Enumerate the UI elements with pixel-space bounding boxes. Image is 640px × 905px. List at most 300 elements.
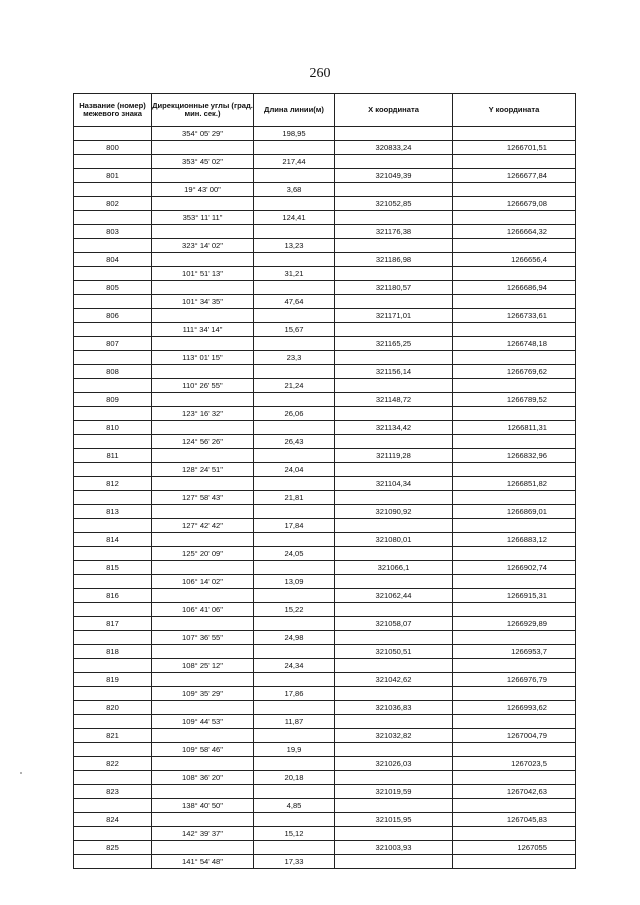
segment-row xyxy=(74,687,576,701)
x-coordinate-cell: 321171,01 xyxy=(335,309,453,323)
y-coordinate-cell: 1267004,79 xyxy=(453,729,576,743)
marker-row xyxy=(74,757,576,771)
marker-name-cell: 823 xyxy=(74,785,152,799)
marker-row xyxy=(74,337,576,351)
direction-angle-cell: 323° 14' 02" xyxy=(152,239,254,253)
marker-name-cell xyxy=(74,323,152,337)
y-coordinate-cell: 1266976,79 xyxy=(453,673,576,687)
marker-name-cell: 822 xyxy=(74,757,152,771)
header-x-coordinate: X координата xyxy=(335,94,453,127)
x-coordinate-cell xyxy=(335,827,453,841)
marker-name-cell xyxy=(74,687,152,701)
y-coordinate-cell xyxy=(453,631,576,645)
direction-angle-cell xyxy=(152,365,254,379)
segment-row xyxy=(74,155,576,169)
segment-row xyxy=(74,603,576,617)
y-coordinate-cell xyxy=(453,491,576,505)
x-coordinate-cell xyxy=(335,183,453,197)
direction-angle-cell: 109° 58' 46" xyxy=(152,743,254,757)
y-coordinate-cell xyxy=(453,435,576,449)
line-length-cell xyxy=(254,337,335,351)
y-coordinate-cell: 1266789,52 xyxy=(453,393,576,407)
line-length-cell xyxy=(254,253,335,267)
y-coordinate-cell: 1266883,12 xyxy=(453,533,576,547)
marker-name-cell: 804 xyxy=(74,253,152,267)
direction-angle-cell xyxy=(152,785,254,799)
line-length-cell: 47,64 xyxy=(254,295,335,309)
line-length-cell: 15,22 xyxy=(254,603,335,617)
direction-angle-cell xyxy=(152,477,254,491)
x-coordinate-cell xyxy=(335,127,453,141)
x-coordinate-cell xyxy=(335,351,453,365)
segment-row xyxy=(74,295,576,309)
x-coordinate-cell: 321052,85 xyxy=(335,197,453,211)
y-coordinate-cell xyxy=(453,323,576,337)
y-coordinate-cell xyxy=(453,519,576,533)
x-coordinate-cell: 321148,72 xyxy=(335,393,453,407)
direction-angle-cell xyxy=(152,673,254,687)
x-coordinate-cell: 321080,01 xyxy=(335,533,453,547)
y-coordinate-cell: 1266902,74 xyxy=(453,561,576,575)
x-coordinate-cell xyxy=(335,491,453,505)
marker-row xyxy=(74,617,576,631)
page-number: 260 xyxy=(309,66,331,81)
direction-angle-cell xyxy=(152,813,254,827)
direction-angle-cell xyxy=(152,337,254,351)
marker-name-cell: 801 xyxy=(74,169,152,183)
marker-row xyxy=(74,589,576,603)
segment-row xyxy=(74,211,576,225)
y-coordinate-cell: 1266733,61 xyxy=(453,309,576,323)
marker-row xyxy=(74,141,576,155)
x-coordinate-cell: 321180,57 xyxy=(335,281,453,295)
x-coordinate-cell xyxy=(335,519,453,533)
marker-row xyxy=(74,841,576,855)
marker-name-cell xyxy=(74,771,152,785)
line-length-cell xyxy=(254,617,335,631)
direction-angle-cell: 101° 51' 13" xyxy=(152,267,254,281)
marker-name-cell: 802 xyxy=(74,197,152,211)
marker-name-cell: 820 xyxy=(74,701,152,715)
segment-row xyxy=(74,827,576,841)
marker-name-cell xyxy=(74,463,152,477)
x-coordinate-cell: 321186,98 xyxy=(335,253,453,267)
segment-row xyxy=(74,575,576,589)
y-coordinate-cell: 1266701,51 xyxy=(453,141,576,155)
y-coordinate-cell: 1266851,82 xyxy=(453,477,576,491)
y-coordinate-cell: 1266679,08 xyxy=(453,197,576,211)
line-length-cell: 24,34 xyxy=(254,659,335,673)
marker-name-cell: 809 xyxy=(74,393,152,407)
x-coordinate-cell: 321032,82 xyxy=(335,729,453,743)
y-coordinate-cell xyxy=(453,687,576,701)
line-length-cell: 15,12 xyxy=(254,827,335,841)
y-coordinate-cell xyxy=(453,603,576,617)
marker-name-cell xyxy=(74,855,152,869)
line-length-cell xyxy=(254,561,335,575)
direction-angle-cell xyxy=(152,421,254,435)
line-length-cell xyxy=(254,673,335,687)
marker-row xyxy=(74,813,576,827)
direction-angle-cell: 142° 39' 37" xyxy=(152,827,254,841)
x-coordinate-cell: 321036,83 xyxy=(335,701,453,715)
x-coordinate-cell xyxy=(335,463,453,477)
y-coordinate-cell xyxy=(453,715,576,729)
line-length-cell xyxy=(254,281,335,295)
marker-name-cell: 815 xyxy=(74,561,152,575)
direction-angle-cell: 110° 26' 55" xyxy=(152,379,254,393)
line-length-cell: 19,9 xyxy=(254,743,335,757)
x-coordinate-cell: 321066,1 xyxy=(335,561,453,575)
x-coordinate-cell: 321058,07 xyxy=(335,617,453,631)
marker-name-cell: 803 xyxy=(74,225,152,239)
marker-row xyxy=(74,421,576,435)
segment-row xyxy=(74,463,576,477)
marker-name-cell: 807 xyxy=(74,337,152,351)
segment-row xyxy=(74,239,576,253)
x-coordinate-cell xyxy=(335,379,453,393)
marker-name-cell xyxy=(74,491,152,505)
y-coordinate-cell xyxy=(453,771,576,785)
line-length-cell xyxy=(254,449,335,463)
marker-row xyxy=(74,449,576,463)
marker-name-cell: 812 xyxy=(74,477,152,491)
y-coordinate-cell xyxy=(453,547,576,561)
x-coordinate-cell xyxy=(335,547,453,561)
segment-row xyxy=(74,771,576,785)
header-marker-name: Название (номер) межевого знака xyxy=(74,94,152,127)
y-coordinate-cell xyxy=(453,155,576,169)
y-coordinate-cell: 1266769,62 xyxy=(453,365,576,379)
segment-row xyxy=(74,715,576,729)
marker-name-cell xyxy=(74,127,152,141)
segment-row xyxy=(74,631,576,645)
marker-name-cell xyxy=(74,631,152,645)
marker-row xyxy=(74,673,576,687)
line-length-cell: 3,68 xyxy=(254,183,335,197)
line-length-cell: 26,43 xyxy=(254,435,335,449)
direction-angle-cell xyxy=(152,729,254,743)
x-coordinate-cell xyxy=(335,239,453,253)
line-length-cell: 17,86 xyxy=(254,687,335,701)
x-coordinate-cell: 321176,38 xyxy=(335,225,453,239)
x-coordinate-cell: 321156,14 xyxy=(335,365,453,379)
y-coordinate-cell xyxy=(453,183,576,197)
x-coordinate-cell xyxy=(335,631,453,645)
x-coordinate-cell xyxy=(335,155,453,169)
x-coordinate-cell xyxy=(335,659,453,673)
direction-angle-cell xyxy=(152,505,254,519)
marker-name-cell: 819 xyxy=(74,673,152,687)
y-coordinate-cell xyxy=(453,659,576,673)
direction-angle-cell: 141° 54' 48" xyxy=(152,855,254,869)
line-length-cell xyxy=(254,785,335,799)
direction-angle-cell: 124° 56' 26" xyxy=(152,435,254,449)
line-length-cell: 23,3 xyxy=(254,351,335,365)
direction-angle-cell xyxy=(152,393,254,407)
direction-angle-cell xyxy=(152,757,254,771)
segment-row xyxy=(74,267,576,281)
line-length-cell: 13,09 xyxy=(254,575,335,589)
scan-speck xyxy=(20,772,22,774)
line-length-cell xyxy=(254,813,335,827)
line-length-cell xyxy=(254,421,335,435)
segment-row xyxy=(74,407,576,421)
x-coordinate-cell xyxy=(335,743,453,757)
line-length-cell: 20,18 xyxy=(254,771,335,785)
y-coordinate-cell: 1267045,83 xyxy=(453,813,576,827)
marker-name-cell: 821 xyxy=(74,729,152,743)
marker-name-cell xyxy=(74,827,152,841)
x-coordinate-cell: 321049,39 xyxy=(335,169,453,183)
y-coordinate-cell: 1266664,32 xyxy=(453,225,576,239)
y-coordinate-cell: 1266677,84 xyxy=(453,169,576,183)
x-coordinate-cell: 321119,28 xyxy=(335,449,453,463)
x-coordinate-cell xyxy=(335,267,453,281)
header-line-length: Длина линии(м) xyxy=(254,94,335,127)
line-length-cell xyxy=(254,141,335,155)
line-length-cell: 198,95 xyxy=(254,127,335,141)
marker-name-cell: 800 xyxy=(74,141,152,155)
direction-angle-cell: 123° 16' 32" xyxy=(152,407,254,421)
line-length-cell xyxy=(254,841,335,855)
marker-name-cell xyxy=(74,407,152,421)
line-length-cell xyxy=(254,729,335,743)
marker-row xyxy=(74,281,576,295)
line-length-cell xyxy=(254,645,335,659)
marker-name-cell: 805 xyxy=(74,281,152,295)
line-length-cell: 17,33 xyxy=(254,855,335,869)
marker-row xyxy=(74,253,576,267)
marker-row xyxy=(74,785,576,799)
y-coordinate-cell xyxy=(453,211,576,225)
marker-name-cell: 814 xyxy=(74,533,152,547)
x-coordinate-cell xyxy=(335,855,453,869)
direction-angle-cell: 353° 11' 11" xyxy=(152,211,254,225)
x-coordinate-cell: 321019,59 xyxy=(335,785,453,799)
line-length-cell: 31,21 xyxy=(254,267,335,281)
y-coordinate-cell: 1267023,5 xyxy=(453,757,576,771)
marker-name-cell: 816 xyxy=(74,589,152,603)
marker-name-cell xyxy=(74,659,152,673)
line-length-cell: 15,67 xyxy=(254,323,335,337)
x-coordinate-cell xyxy=(335,323,453,337)
y-coordinate-cell: 1266811,31 xyxy=(453,421,576,435)
y-coordinate-cell xyxy=(453,463,576,477)
direction-angle-cell: 354° 05' 29" xyxy=(152,127,254,141)
direction-angle-cell: 109° 44' 53" xyxy=(152,715,254,729)
line-length-cell xyxy=(254,393,335,407)
y-coordinate-cell xyxy=(453,827,576,841)
y-coordinate-cell: 1266656,4 xyxy=(453,253,576,267)
marker-name-cell: 824 xyxy=(74,813,152,827)
segment-row xyxy=(74,435,576,449)
line-length-cell: 124,41 xyxy=(254,211,335,225)
direction-angle-cell: 107° 36' 55" xyxy=(152,631,254,645)
x-coordinate-cell xyxy=(335,771,453,785)
line-length-cell xyxy=(254,589,335,603)
line-length-cell xyxy=(254,309,335,323)
y-coordinate-cell: 1266915,31 xyxy=(453,589,576,603)
y-coordinate-cell: 1266832,96 xyxy=(453,449,576,463)
header-y-coordinate: Y координата xyxy=(453,94,576,127)
marker-row xyxy=(74,645,576,659)
direction-angle-cell: 138° 40' 50" xyxy=(152,799,254,813)
segment-row xyxy=(74,743,576,757)
boundary-coordinates-table xyxy=(73,93,576,869)
x-coordinate-cell: 321134,42 xyxy=(335,421,453,435)
direction-angle-cell xyxy=(152,561,254,575)
x-coordinate-cell xyxy=(335,715,453,729)
marker-name-cell xyxy=(74,575,152,589)
direction-angle-cell xyxy=(152,225,254,239)
direction-angle-cell xyxy=(152,645,254,659)
line-length-cell: 24,05 xyxy=(254,547,335,561)
x-coordinate-cell: 321062,44 xyxy=(335,589,453,603)
marker-name-cell xyxy=(74,519,152,533)
line-length-cell: 24,04 xyxy=(254,463,335,477)
y-coordinate-cell: 1266869,01 xyxy=(453,505,576,519)
direction-angle-cell: 106° 14' 02" xyxy=(152,575,254,589)
segment-row xyxy=(74,127,576,141)
marker-name-cell xyxy=(74,211,152,225)
segment-row xyxy=(74,379,576,393)
y-coordinate-cell xyxy=(453,127,576,141)
direction-angle-cell xyxy=(152,197,254,211)
direction-angle-cell: 109° 35' 29" xyxy=(152,687,254,701)
marker-row xyxy=(74,169,576,183)
direction-angle-cell: 108° 25' 12" xyxy=(152,659,254,673)
direction-angle-cell: 353° 45' 02" xyxy=(152,155,254,169)
line-length-cell xyxy=(254,505,335,519)
marker-row xyxy=(74,729,576,743)
marker-name-cell: 813 xyxy=(74,505,152,519)
direction-angle-cell: 125° 20' 09" xyxy=(152,547,254,561)
y-coordinate-cell xyxy=(453,239,576,253)
direction-angle-cell xyxy=(152,533,254,547)
y-coordinate-cell xyxy=(453,799,576,813)
x-coordinate-cell xyxy=(335,211,453,225)
line-length-cell xyxy=(254,477,335,491)
marker-name-cell: 825 xyxy=(74,841,152,855)
line-length-cell xyxy=(254,197,335,211)
y-coordinate-cell xyxy=(453,743,576,757)
x-coordinate-cell: 321003,93 xyxy=(335,841,453,855)
direction-angle-cell: 113° 01' 15" xyxy=(152,351,254,365)
direction-angle-cell xyxy=(152,169,254,183)
x-coordinate-cell: 321015,95 xyxy=(335,813,453,827)
marker-name-cell xyxy=(74,799,152,813)
y-coordinate-cell: 1267042,63 xyxy=(453,785,576,799)
direction-angle-cell xyxy=(152,253,254,267)
y-coordinate-cell: 1266993,62 xyxy=(453,701,576,715)
x-coordinate-cell xyxy=(335,575,453,589)
marker-row xyxy=(74,365,576,379)
marker-row xyxy=(74,309,576,323)
y-coordinate-cell: 1266929,89 xyxy=(453,617,576,631)
line-length-cell: 4,85 xyxy=(254,799,335,813)
header-direction-angle: Дирекционные углы (град. мин. сек.) xyxy=(152,94,254,127)
direction-angle-cell: 106° 41' 06" xyxy=(152,603,254,617)
segment-row xyxy=(74,183,576,197)
line-length-cell: 21,24 xyxy=(254,379,335,393)
y-coordinate-cell xyxy=(453,575,576,589)
line-length-cell xyxy=(254,701,335,715)
segment-row xyxy=(74,323,576,337)
line-length-cell xyxy=(254,365,335,379)
direction-angle-cell: 108° 36' 20" xyxy=(152,771,254,785)
x-coordinate-cell: 321042,62 xyxy=(335,673,453,687)
marker-name-cell: 810 xyxy=(74,421,152,435)
line-length-cell: 26,06 xyxy=(254,407,335,421)
line-length-cell: 217,44 xyxy=(254,155,335,169)
y-coordinate-cell: 1267055 xyxy=(453,841,576,855)
y-coordinate-cell xyxy=(453,267,576,281)
line-length-cell: 24,98 xyxy=(254,631,335,645)
marker-name-cell: 811 xyxy=(74,449,152,463)
segment-row xyxy=(74,855,576,869)
y-coordinate-cell xyxy=(453,351,576,365)
line-length-cell xyxy=(254,169,335,183)
x-coordinate-cell: 321026,03 xyxy=(335,757,453,771)
direction-angle-cell xyxy=(152,309,254,323)
line-length-cell xyxy=(254,757,335,771)
x-coordinate-cell xyxy=(335,687,453,701)
direction-angle-cell: 127° 58' 43" xyxy=(152,491,254,505)
marker-row xyxy=(74,477,576,491)
x-coordinate-cell xyxy=(335,603,453,617)
marker-name-cell xyxy=(74,239,152,253)
marker-name-cell xyxy=(74,379,152,393)
segment-row xyxy=(74,351,576,365)
x-coordinate-cell xyxy=(335,407,453,421)
direction-angle-cell: 101° 34' 35" xyxy=(152,295,254,309)
marker-name-cell xyxy=(74,155,152,169)
marker-row xyxy=(74,225,576,239)
segment-row xyxy=(74,519,576,533)
y-coordinate-cell xyxy=(453,295,576,309)
marker-name-cell xyxy=(74,267,152,281)
marker-name-cell: 806 xyxy=(74,309,152,323)
y-coordinate-cell xyxy=(453,855,576,869)
marker-row xyxy=(74,701,576,715)
x-coordinate-cell: 321090,92 xyxy=(335,505,453,519)
direction-angle-cell xyxy=(152,701,254,715)
segment-row xyxy=(74,799,576,813)
direction-angle-cell xyxy=(152,841,254,855)
direction-angle-cell xyxy=(152,589,254,603)
x-coordinate-cell: 320833,24 xyxy=(335,141,453,155)
marker-name-cell: 808 xyxy=(74,365,152,379)
direction-angle-cell xyxy=(152,281,254,295)
marker-row xyxy=(74,505,576,519)
marker-name-cell xyxy=(74,183,152,197)
segment-row xyxy=(74,491,576,505)
marker-name-cell xyxy=(74,603,152,617)
segment-row xyxy=(74,659,576,673)
marker-name-cell xyxy=(74,351,152,365)
x-coordinate-cell xyxy=(335,799,453,813)
x-coordinate-cell xyxy=(335,295,453,309)
y-coordinate-cell: 1266953,7 xyxy=(453,645,576,659)
y-coordinate-cell: 1266748,18 xyxy=(453,337,576,351)
table-body xyxy=(74,127,576,869)
line-length-cell: 17,84 xyxy=(254,519,335,533)
marker-row xyxy=(74,393,576,407)
y-coordinate-cell xyxy=(453,379,576,393)
marker-name-cell xyxy=(74,547,152,561)
marker-name-cell: 817 xyxy=(74,617,152,631)
